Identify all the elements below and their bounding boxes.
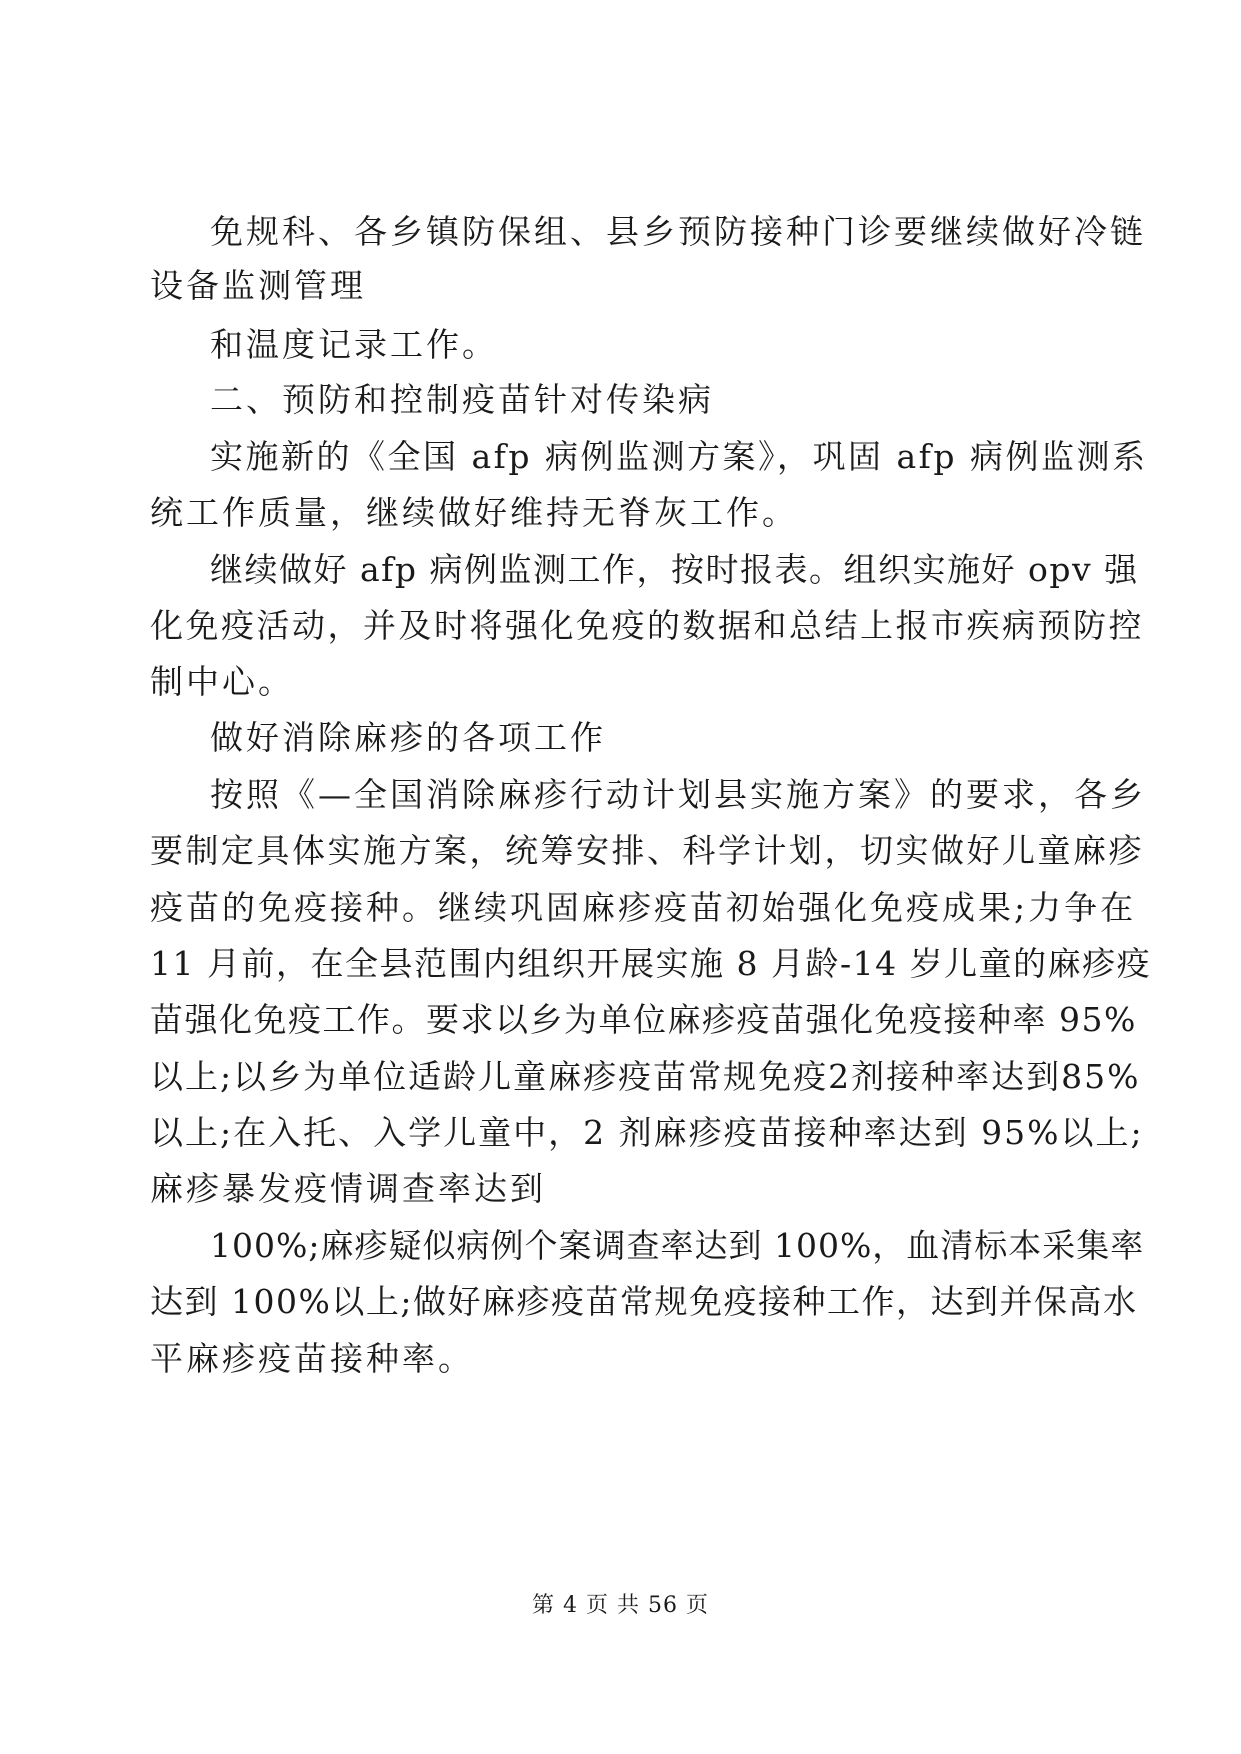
text-line: 免规科、各乡镇防保组、县乡预防接种门诊要继续做好冷链 (210, 212, 1146, 251)
text-line: 11 月前，在全县范围内组织开展实施 8 月龄-14 岁儿童的麻疹疫 (150, 944, 1152, 983)
text-line: 疫苗的免疫接种。继续巩固麻疹疫苗初始强化免疫成果;力争在 (150, 888, 1137, 927)
text-line: 和温度记录工作。 (210, 325, 498, 364)
text-line: 要制定具体实施方案，统筹安排、科学计划，切实做好儿童麻疹 (150, 831, 1144, 870)
section-heading: 做好消除麻疹的各项工作 (210, 718, 606, 757)
text-line: 苗强化免疫工作。要求以乡为单位麻疹疫苗强化免疫接种率 95% (150, 1000, 1137, 1039)
text-line: 统工作质量，继续做好维持无脊灰工作。 (150, 493, 798, 532)
text-line: 按照《—全国消除麻疹行动计划县实施方案》的要求，各乡 (210, 775, 1146, 814)
text-line: 100%;麻疹疑似病例个案调查率达到 100%，血清标本采集率 (210, 1226, 1145, 1265)
text-line: 以上;在入托、入学儿童中，2 剂麻疹疫苗接种率达到 95%以上; (150, 1113, 1144, 1152)
text-line: 平麻疹疫苗接种率。 (150, 1339, 474, 1378)
text-line: 以上;以乡为单位适龄儿童麻疹疫苗常规免疫2剂接种率达到85% (150, 1057, 1141, 1096)
text-line: 设备监测管理 (150, 266, 366, 305)
text-line: 实施新的《全国 afp 病例监测方案》，巩固 afp 病例监测系 (210, 437, 1148, 476)
section-heading: 二、预防和控制疫苗针对传染病 (210, 380, 714, 419)
page-footer: 第 4 页 共 56 页 (532, 1593, 709, 1618)
text-line: 制中心。 (150, 662, 294, 701)
text-line: 继续做好 afp 病例监测工作，按时报表。组织实施好 opv 强 (210, 550, 1139, 589)
text-line: 麻疹暴发疫情调查率达到 (150, 1169, 546, 1208)
text-line: 化免疫活动，并及时将强化免疫的数据和总结上报市疾病预防控 (150, 606, 1144, 645)
text-line: 达到 100%以上;做好麻疹疫苗常规免疫接种工作，达到并保高水 (150, 1282, 1138, 1321)
